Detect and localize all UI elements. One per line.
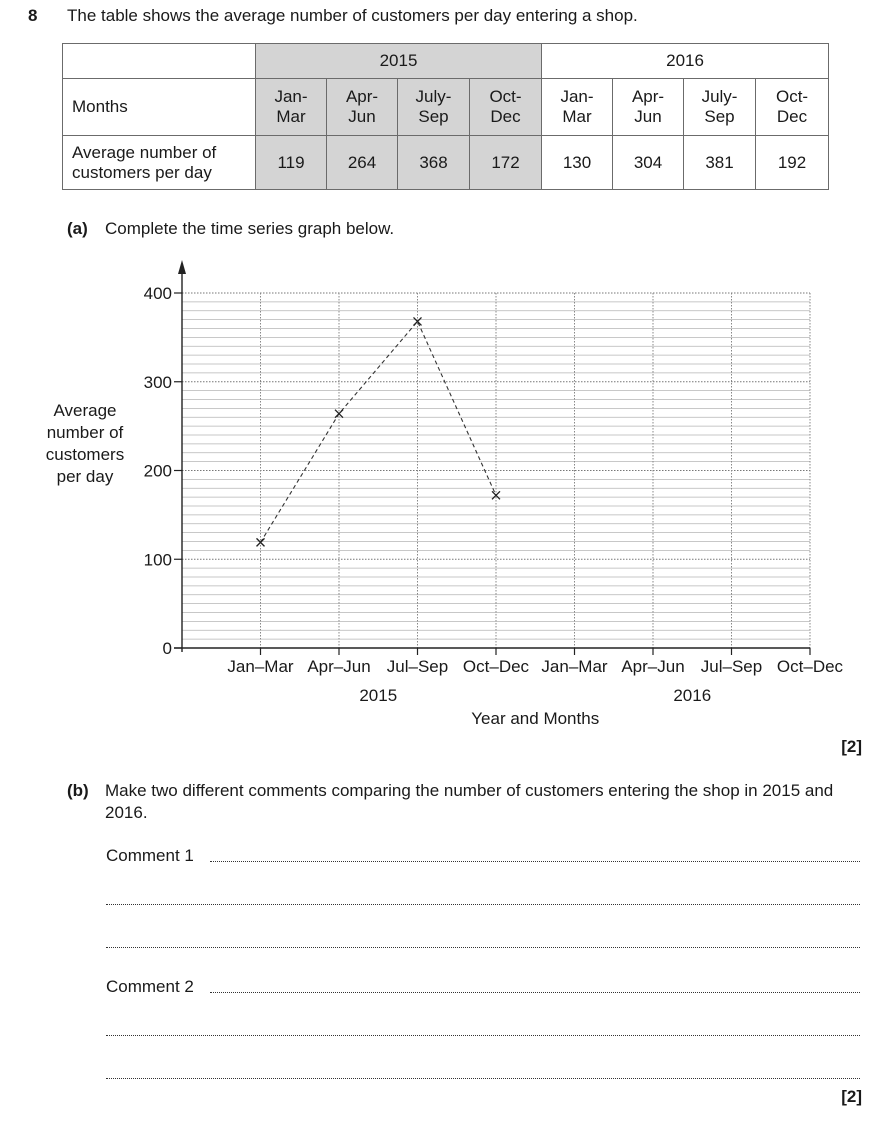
y-tick-label: 200 bbox=[143, 461, 172, 481]
question-intro: The table shows the average number of customers per day entering a shop. bbox=[67, 6, 638, 25]
value-cell: 130 bbox=[542, 136, 613, 190]
x-tick-label: Jul–Sep bbox=[386, 657, 449, 676]
x-axis-title: Year and Months bbox=[471, 709, 600, 728]
y-tick-label: 400 bbox=[143, 284, 172, 303]
value-cell: 381 bbox=[684, 136, 756, 190]
part-b-label: (b) bbox=[67, 781, 89, 800]
comment-1-answer-line[interactable] bbox=[106, 904, 860, 905]
y-axis-title: Average number of customers per day bbox=[45, 401, 125, 486]
year-header-2016: 2016 bbox=[542, 44, 829, 79]
x-tick-label: Jan–Mar bbox=[541, 657, 608, 676]
year-label: 2015 bbox=[359, 686, 398, 705]
year-label: 2016 bbox=[673, 686, 712, 705]
x-tick-label: Oct–Dec bbox=[462, 657, 530, 676]
series bbox=[257, 317, 501, 546]
value-cell: 304 bbox=[613, 136, 684, 190]
month-header: Jan- Mar bbox=[256, 79, 327, 136]
month-header: Oct- Dec bbox=[470, 79, 542, 136]
part-b-text: Make two different comments comparing the number of customers entering the shop in 2015 and 2016. bbox=[105, 781, 834, 822]
comment-1-answer-line[interactable] bbox=[106, 947, 860, 948]
comment-2-answer-line[interactable] bbox=[210, 992, 860, 993]
month-header: Apr- Jun bbox=[613, 79, 684, 136]
x-tick-label: Jan–Mar bbox=[227, 657, 294, 676]
value-cell: 192 bbox=[756, 136, 829, 190]
comment-1-answer-line[interactable] bbox=[210, 861, 860, 862]
comment-2-answer-line[interactable] bbox=[106, 1035, 860, 1036]
average-row-label: Average number of customers per day bbox=[63, 136, 256, 190]
x-tick-label: Apr–Jun bbox=[307, 657, 371, 676]
x-tick-label: Oct–Dec bbox=[776, 657, 844, 676]
value-cell: 264 bbox=[327, 136, 398, 190]
series-line bbox=[261, 321, 497, 542]
axes bbox=[174, 260, 810, 655]
customers-table bbox=[62, 43, 829, 190]
part-a-prompt bbox=[67, 219, 394, 239]
month-header: Apr- Jun bbox=[327, 79, 398, 136]
value-cell: 368 bbox=[398, 136, 470, 190]
part-a-text: Complete the time series graph below. bbox=[105, 219, 395, 238]
y-tick-label: 0 bbox=[162, 639, 172, 658]
year-header-2015: 2015 bbox=[256, 44, 542, 79]
x-tick-label: Apr–Jun bbox=[621, 657, 685, 676]
part-a-label: (a) bbox=[67, 219, 88, 238]
y-tick-label: 300 bbox=[143, 372, 172, 392]
y-tick-label: 100 bbox=[143, 550, 172, 570]
comment-1-label: Comment 1 bbox=[106, 846, 194, 865]
part-b-prompt bbox=[67, 780, 867, 824]
month-header: Jan- Mar bbox=[542, 79, 613, 136]
value-cell: 172 bbox=[470, 136, 542, 190]
months-row-label: Months bbox=[63, 79, 256, 136]
part-b-marks: [2] bbox=[841, 1087, 862, 1106]
month-header: Oct- Dec bbox=[756, 79, 829, 136]
question-number: 8 bbox=[28, 6, 38, 25]
comment-2-answer-line[interactable] bbox=[106, 1078, 860, 1079]
part-a-marks: [2] bbox=[841, 737, 862, 756]
y-axis-arrow bbox=[178, 260, 186, 274]
value-cell: 119 bbox=[256, 136, 327, 190]
month-header: July- Sep bbox=[398, 79, 470, 136]
time-series-graph bbox=[0, 250, 886, 735]
comment-2-label: Comment 2 bbox=[106, 977, 194, 996]
x-tick-label: Jul–Sep bbox=[700, 657, 763, 676]
table-corner-cell bbox=[63, 44, 256, 79]
month-header: July- Sep bbox=[684, 79, 756, 136]
